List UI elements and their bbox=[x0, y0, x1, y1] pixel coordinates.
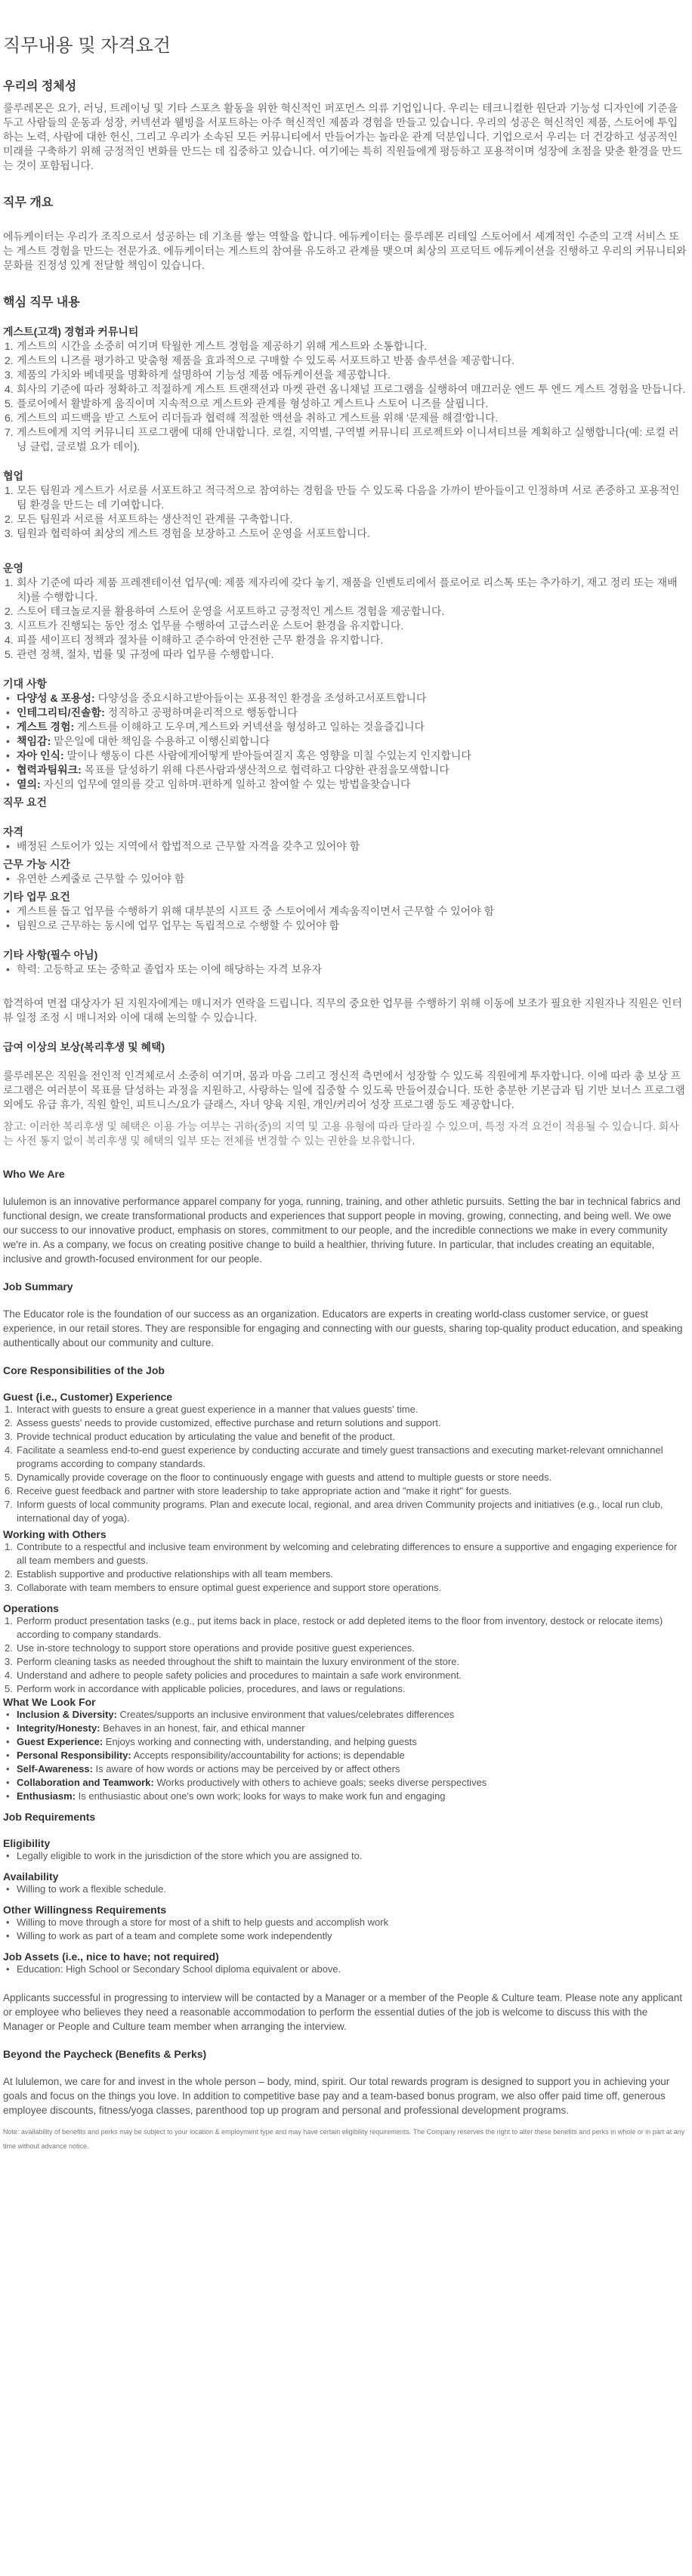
summary-text: 에듀케이터는 우리가 조직으로서 성공하는 데 기초를 쌓는 역할을 합니다. 에듀케이터는 룰루레몬 리테일 스토어에서 세계적인 수준의 고객 서비스 또는 게스트 경험을 만드는 전문가죠. 에듀케이터는 게스트의 참여를 유도하고 관계를 맺으며 최상의 프로덕트 에듀케이션을 진행하고 우리의 커뮤니티와 문화를 진정성 있게 전달할 책임이 있습니다. bbox=[3, 230, 687, 271]
item-text: 목표를 달성하기 위해 다른사람과생산적으로 협력하고 다양한 관점을모색합니다 bbox=[81, 764, 449, 776]
item-label: 자아 인식: bbox=[17, 749, 64, 761]
list-item: 7. Inform guests of local community programs. Plan and execute local, regional, and area driven Community projects and initiatives (e.g., local run club, international day of yoga). bbox=[5, 1499, 663, 1524]
item-text: Enjoys working and connecting with, understanding, and helping guests bbox=[103, 1736, 417, 1747]
item-text: Behaves in an honest, fair, and ethical manner bbox=[100, 1722, 305, 1734]
summary-heading: 직무 개요 bbox=[3, 196, 54, 209]
korean-section bbox=[3, 30, 687, 1148]
list-item: • 팀원으로 근무하는 동시에 업무 업무는 독립적으로 수행할 수 있어야 함 bbox=[3, 919, 687, 933]
list-item bbox=[3, 1762, 687, 1776]
ops-heading: 운영 bbox=[3, 562, 24, 574]
item-text: Is aware of how words or actions may be perceived by or affect others bbox=[92, 1763, 400, 1774]
list-item bbox=[3, 1776, 687, 1790]
list-item: • Legally eligible to work in the jurisdiction of the store which you are assigned to. bbox=[3, 1849, 687, 1863]
list-item: 3. 제품의 가치와 베네핏을 명확하게 설명하여 기능성 제품 에듀케이션을 제공합니다. bbox=[5, 369, 391, 381]
item-label: Personal Responsibility: bbox=[17, 1750, 131, 1761]
item-label: 협력과팀워크: bbox=[17, 764, 82, 776]
english-section bbox=[3, 1168, 687, 2154]
beyond-heading: Beyond the Paycheck (Benefits & Perks) bbox=[3, 2048, 207, 2060]
list-item: 3. Provide technical product education by articulating the value and benefit of the product. bbox=[5, 1431, 395, 1442]
list-item: 4. 피플 세이프티 정책과 절차를 이해하고 준수하여 안전한 근무 환경을 유지합니다. bbox=[5, 634, 384, 646]
list-item: 5. 플로어에서 활발하게 움직이며 지속적으로 게스트와 관계를 형성하고 게스트나 스토어 니즈를 살핍니다. bbox=[5, 397, 489, 409]
item-text: Accepts responsibility/accountability for actions; is dependable bbox=[131, 1750, 405, 1761]
list-item bbox=[3, 1735, 687, 1749]
list-item: 3. 시프트가 진행되는 동안 정소 업무를 수행하여 고급스러운 스토어 환경을 유지합니다. bbox=[5, 619, 404, 632]
list-item: 1. 게스트의 시간을 소중히 여기며 탁월한 게스트 경험을 제공하기 위해 게스트와 소통합니다. bbox=[5, 340, 428, 352]
guest-heading: 게스트(고객) 경험과 커뮤니티 bbox=[3, 326, 139, 338]
list-item: 5. Perform work in accordance with applicable policies, procedures, and laws or regulations. bbox=[5, 1683, 406, 1694]
other-heading: 기타 업무 요건 bbox=[3, 891, 70, 903]
list-item bbox=[3, 1749, 687, 1762]
item-label: 열의: bbox=[17, 778, 41, 790]
core-heading: Core Responsibilities of the Job bbox=[3, 1364, 165, 1376]
beyond-text: 룰루레몬은 직원을 전인적 인격체로서 소중히 여기며, 몸과 마음 그리고 정신적 측면에서 성장할 수 있도록 직원에게 투자합니다. 이에 따라 총 보상 프로그램은 여러분이 목표를 달성하는 과정을 지원하고, 사랑하는 일에 집중할 수 있도록 만들어졌습니다. 또한 충분한 기본급과 팀 기반 보너스 프로그램 외에도 유급 휴가, 직원 할인, 피트니스/요가 클래스, 자녀 양육 지원, 개인/커리어 성장 프로그램 등도 제공합니다. bbox=[3, 1070, 685, 1110]
list-item: 2. 게스트의 니즈를 평가하고 맞춤형 제품을 효과적으로 구매할 수 있도록 서포트하고 반품 솔루션을 제공합니다. bbox=[5, 354, 515, 366]
assets-heading: 기타 사항(필수 아님) bbox=[3, 949, 98, 961]
elig-list bbox=[3, 1849, 687, 1863]
look-list bbox=[3, 691, 687, 792]
list-item bbox=[3, 777, 687, 792]
req-heading: 직무 요건 bbox=[3, 796, 47, 808]
list-item: 2. 모든 팀원과 서로를 서포트하는 생산적인 관계를 구축합니다. bbox=[5, 513, 293, 525]
item-text: 다양성을 중요시하고받아들이는 포용적인 환경을 조성하고서포트합니다 bbox=[94, 692, 427, 704]
item-text: 자신의 업무에 열의를 갖고 임하며·편하게 일하고 참여할 수 있는 방법을찾습니다 bbox=[40, 778, 411, 790]
item-text: Creates/supports an inclusive environment that values/celebrates differences bbox=[116, 1709, 455, 1720]
list-item: 4. 회사의 기준에 따라 정확하고 적절하게 게스트 트랜잭션과 마켓 관련 옴니채널 프로그램을 실행하여 매끄러운 엔드 투 엔드 게스트 경험을 만듭니다. bbox=[5, 383, 686, 395]
look-heading: What We Look For bbox=[3, 1696, 96, 1708]
interview-text: Applicants successful in progressing to interview will be contacted by a Manager or a member of the People & Culture team. Please note any applicant or employee who believes they need a reasonable accommodation to perform the essential duties of the job is welcome to discuss this with the Manager or People and Culture team member when arranging the interview. bbox=[3, 1992, 682, 2032]
item-label: 게스트 경험: bbox=[17, 721, 75, 733]
team-list bbox=[3, 483, 687, 541]
list-item: 2. 스토어 테크놀로지를 활용하여 스토어 운영을 서포트하고 긍정적인 게스트 경험을 제공합니다. bbox=[5, 605, 445, 617]
list-item: 1. Perform product presentation tasks (e.g., put items back in place, restock or add depleted items to the floor from inventory, destock or relocate items) according to company standards. bbox=[5, 1615, 663, 1640]
avail-heading: Availability bbox=[3, 1870, 59, 1883]
beyond-text: At lululemon, we care for and invest in the whole person – body, mind, spirit. Our total rewards program is designed to support you in achieving your goals and focus on the things you love. In addition to competitive base pay and a team-based bonus program, we also offer paid time off, generous employee discounts, fitness/yoga classes, parenthood top up program and personal and professional development programs. bbox=[3, 2076, 670, 2116]
summary-heading: Job Summary bbox=[3, 1280, 73, 1293]
team-list bbox=[3, 1540, 687, 1595]
look-heading: 기대 사항 bbox=[3, 678, 47, 690]
list-item bbox=[3, 763, 687, 777]
list-item: 1. 모든 팀원과 게스트가 서로를 서포트하고 적극적으로 참여하는 경험을 만들 수 있도록 다음을 가까이 받아들이고 인정하며 서로 존중하고 포용적인 팀 환경을 만드는 데 기여합니다. bbox=[5, 484, 680, 511]
list-item: 6. Receive guest feedback and partner with store leadership to take appropriate action and "make it right" for guests. bbox=[5, 1485, 512, 1496]
team-heading: Working with Others bbox=[3, 1528, 107, 1540]
elig-list bbox=[3, 839, 687, 854]
ops-heading: Operations bbox=[3, 1602, 59, 1614]
list-item: • 유연한 스케줄로 근무할 수 있어야 함 bbox=[3, 872, 687, 886]
assets-list bbox=[3, 962, 687, 977]
other-list bbox=[3, 1916, 687, 1943]
other-heading: Other Willingness Requirements bbox=[3, 1904, 167, 1916]
list-item bbox=[3, 1722, 687, 1735]
item-text: Works productively with others to achieve goals; seeks diverse perspectives bbox=[153, 1777, 487, 1788]
footnote: Note: availability of benefits and perks may be subject to your location & employment type and may have certain eligibility requirements. The Company reserves the right to alter these benefits and perks in whole or in part at any time without advance notice. bbox=[3, 2128, 685, 2150]
list-item bbox=[3, 1790, 687, 1803]
list-item: 2. Assess guests' needs to provide customized, effective purchase and return solutions and support. bbox=[5, 1417, 441, 1429]
ops-list bbox=[3, 1614, 687, 1696]
list-item: 3. Perform cleaning tasks as needed throughout the shift to maintain the luxury environment of the store. bbox=[5, 1656, 460, 1667]
list-item: 4. Understand and adhere to people safety policies and procedures to maintain a safe work environment. bbox=[5, 1669, 462, 1681]
look-list bbox=[3, 1708, 687, 1803]
list-item: 2. Establish supportive and productive relationships with all team members. bbox=[5, 1568, 334, 1580]
who-heading: 우리의 정체성 bbox=[3, 80, 77, 93]
list-item bbox=[3, 1708, 687, 1722]
item-label: Inclusion & Diversity: bbox=[17, 1709, 117, 1720]
list-item: • 게스트를 돕고 업무를 수행하기 위해 대부분의 시프트 중 스토어에서 계속움직이면서 근무할 수 있어야 함 bbox=[3, 904, 687, 919]
avail-list bbox=[3, 872, 687, 886]
list-item: • Willing to move through a store for most of a shift to help guests and accomplish work bbox=[3, 1916, 687, 1929]
list-item: 3. 팀원과 협력하여 최상의 게스트 경험을 보장하고 스토어 운영을 서포트합니다. bbox=[5, 527, 370, 539]
list-item: 5. Dynamically provide coverage on the floor to continuously engage with guests and attend to multiple guests or store needs. bbox=[5, 1472, 552, 1483]
list-item: 4. Facilitate a seamless end-to-end guest experience by conducting accurate and timely guest transactions and executing market-relevant omnichannel programs according to company standards. bbox=[5, 1444, 663, 1469]
assets-heading: Job Assets (i.e., nice to have; not required) bbox=[3, 1951, 219, 1963]
elig-heading: Eligibility bbox=[3, 1837, 51, 1849]
assets-list bbox=[3, 1963, 687, 1976]
team-heading: 협업 bbox=[3, 470, 24, 482]
list-item: 7. 게스트에게 지역 커뮤니티 프로그램에 대해 안내합니다. 로컬, 지역별, 구역별 커뮤니티 프로젝트와 이니셔티브를 계획하고 실행합니다(예: 로컬 러닝 클럽, 글로벌 요가 데이). bbox=[5, 426, 679, 452]
item-text: 맡은일에 대한 책임을 수용하고 이행신뢰합니다 bbox=[51, 735, 270, 747]
ops-list bbox=[3, 576, 687, 662]
list-item bbox=[3, 691, 687, 706]
avail-heading: 근무 가능 시간 bbox=[3, 858, 70, 870]
other-list bbox=[3, 904, 687, 933]
list-item: 2. Use in-store technology to support store operations and provide positive guest experiences. bbox=[5, 1642, 415, 1654]
list-item: • 배정된 스토어가 있는 지역에서 합법적으로 근무할 자격을 갖추고 있어야 함 bbox=[3, 839, 687, 854]
list-item: • Education: High School or Secondary School diploma equivalent or above. bbox=[3, 1963, 687, 1976]
guest-list bbox=[3, 1403, 687, 1525]
list-item: 5. 관련 정책, 절차, 법률 및 규정에 따라 업무를 수행합니다. bbox=[5, 648, 274, 660]
guest-heading: Guest (i.e., Customer) Experience bbox=[3, 1391, 173, 1403]
elig-heading: 자격 bbox=[3, 826, 24, 838]
item-label: 인테그리티/진솔함: bbox=[17, 706, 105, 718]
item-label: Self-Awareness: bbox=[17, 1763, 93, 1774]
item-label: Collaboration and Teamwork: bbox=[17, 1777, 154, 1788]
list-item: 1. Interact with guests to ensure a great guest experience in a manner that values guests' time. bbox=[5, 1404, 419, 1415]
list-item bbox=[3, 720, 687, 734]
req-heading: Job Requirements bbox=[3, 1811, 96, 1823]
who-text: 룰루레몬은 요가, 러닝, 트레이닝 및 기타 스포츠 활동을 위한 혁신적인 퍼포먼스 의류 기업입니다. 우리는 테크니컬한 원단과 기능성 디자인에 기준을 두고 사람들의 운동과 성장, 커넥션과 웰빙을 서포트하는 아주 혁신적인 제품과 경험을 만들고 있습니다. 우리의 성공은 혁신적인 제품, 스토어에 투입하는 노력, 사람에 대한 헌신, 그리고 우리가 소속된 모든 커뮤니티에서 만들어가는 놀라운 관계 덕분입니다. 기업으로서 우리는 더 건강하고 성공적인 미래를 구축하기 위해 긍정적인 변화를 만드는 데 집중하고 있습니다. 여기에는 특히 직원들에게 평등하고 포용적이며 성장에 초점을 맞춘 환경을 만드는 것이 포함됩니다. bbox=[3, 102, 682, 171]
list-item: 6. 게스트의 피드백을 받고 스토어 리더들과 협력해 적절한 액션을 취하고 게스트를 위해 '문제를 해결'합니다. bbox=[5, 412, 499, 424]
list-item: • Willing to work as part of a team and complete some work independently bbox=[3, 1929, 687, 1943]
beyond-heading: 급여 이상의 보상(복리후생 및 혜택) bbox=[3, 1041, 165, 1053]
list-item: 1. 회사 기준에 따라 제품 프레젠테이션 업무(예: 제품 제자리에 갖다 놓기, 재품을 인벤토리에서 플로어로 리스톡 또는 추가하기, 재고 정리 또는 재배치)를 수행합니다. bbox=[5, 576, 678, 603]
list-item bbox=[3, 749, 687, 763]
list-item bbox=[3, 706, 687, 720]
who-text: lululemon is an innovative performance apparel company for yoga, running, training, and other athletic pursuits. Setting the bar in technical fabrics and functional design, we create transformational products and experiences that support people in moving, growing, connecting, and being well. We owe our success to our innovative product, emphasis on stores, commitment to our people, and the incredible connections we make in every community we're in. As a company, we focus on creating positive change to build a healthier, thriving future. In particular, that includes creating an equitable, inclusive and growth-focused environment for our people. bbox=[3, 1196, 681, 1265]
list-item: 3. Collaborate with team members to ensure optimal guest experience and support store operations. bbox=[5, 1582, 442, 1593]
item-label: Integrity/Honesty: bbox=[17, 1722, 100, 1734]
list-item: • 학력: 고등학교 또는 중학교 졸업자 또는 이에 해당하는 자격 보유자 bbox=[3, 962, 687, 977]
footnote: 참고: 이러한 복리후생 및 혜택은 이용 가능 여부는 귀하(중)의 지역 및 고용 유형에 따라 달라질 수 있으며, 특정 자격 요건이 적용될 수 있습니다. 회사는 사전 통지 없이 복리후생 및 혜택의 일부 또는 전체를 변경할 수 있는 권한을 보유합니다. bbox=[3, 1120, 679, 1147]
item-text: 정직하고 공평하며윤리적으로 행동합니다 bbox=[104, 706, 298, 718]
who-heading: Who We Are bbox=[3, 1168, 65, 1180]
list-item: • Willing to work a flexible schedule. bbox=[3, 1883, 687, 1896]
item-text: 게스트를 이해하고 도우며,게스트와 커넥션을 형성하고 일하는 것을즐깁니다 bbox=[74, 721, 425, 733]
interview-text: 합격하여 면접 대상자가 된 지원자에게는 매니저가 연락을 드립니다. 직무의 중요한 업무를 수행하기 위해 이동에 보조가 필요한 지원자나 직원은 인터뷰 일정 조정 시 매니저와 이에 대해 논의할 수 있습니다. bbox=[3, 997, 682, 1024]
item-label: 다양성 & 포용성: bbox=[17, 692, 95, 704]
summary-text: The Educator role is the foundation of our success as an organization. Educators are experts in creating world-class customer service, or guest experience, in our retail stores. They are responsible for engaging and connecting with our guests, sharing top-quality product education, and speaking authentically about our community and culture. bbox=[3, 1308, 683, 1348]
page-title: 직무내용 및 자격요건 bbox=[3, 36, 171, 56]
item-text: Is enthusiastic about one's own work; looks for ways to make work fun and engaging bbox=[76, 1790, 446, 1802]
list-item: 1. Contribute to a respectful and inclusive team environment by welcoming and celebrating differences to ensure a supportive and engaging experience for all team members and guests. bbox=[5, 1541, 678, 1566]
core-heading: 핵심 직무 내용 bbox=[3, 296, 80, 309]
avail-list bbox=[3, 1883, 687, 1896]
item-label: Enthusiasm: bbox=[17, 1790, 76, 1802]
item-label: Guest Experience: bbox=[17, 1736, 103, 1747]
list-item bbox=[3, 734, 687, 749]
item-label: 책임감: bbox=[17, 735, 51, 747]
guest-list bbox=[3, 339, 687, 454]
item-text: 말이나 행동이 다른 사람에게어떻게 받아들여질지 혹은 영향을 미칠 수있는지 인지합니다 bbox=[63, 749, 471, 761]
